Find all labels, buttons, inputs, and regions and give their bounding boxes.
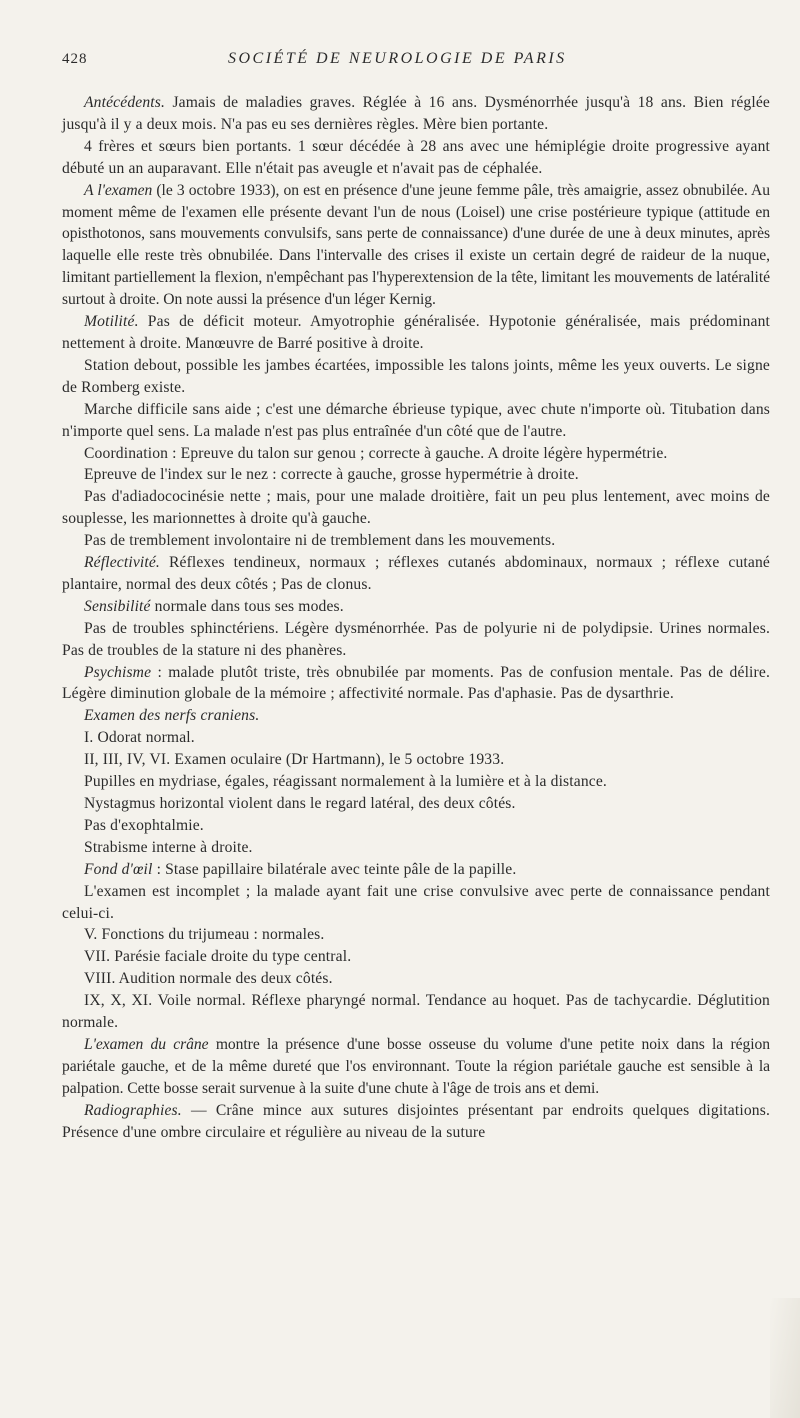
- journal-title: SOCIÉTÉ DE NEUROLOGIE DE PARIS: [228, 50, 567, 67]
- paragraph: [62, 859, 770, 881]
- paragraph: [62, 486, 770, 530]
- paragraph-text: Pas de déficit moteur. Amyotrophie généralisée. Hypotonie généralisée, mais prédominant nettement à droite. Manœuvre de Barré positive à droite.: [62, 313, 770, 352]
- paragraph-text: I. Odorat normal.: [84, 729, 195, 747]
- paragraph-text: VII. Parésie faciale droite du type central.: [84, 948, 352, 966]
- paragraph-text: Coordination : Epreuve du talon sur genou ; correcte à gauche. A droite légère hypermétrie.: [84, 444, 668, 462]
- paragraph: [62, 464, 770, 486]
- paragraph: [62, 968, 770, 990]
- paragraph-text: IX, X, XI. Voile normal. Réflexe pharyngé normal. Tendance au hoquet. Pas de tachycardie. Déglutition normale.: [62, 992, 770, 1032]
- paragraph-lead: Antécédents.: [84, 94, 166, 111]
- paragraph: [62, 837, 770, 859]
- paragraph: [62, 355, 770, 399]
- paragraph: [62, 399, 770, 443]
- paragraph-lead: L'examen du crâne: [84, 1035, 209, 1053]
- paragraph: [62, 618, 770, 662]
- paragraph: [62, 881, 770, 925]
- paragraph: [62, 443, 770, 465]
- paragraph-lead: Motilité.: [84, 313, 139, 331]
- paragraph: [62, 596, 770, 618]
- paragraph-text: normale dans tous ses modes.: [150, 597, 344, 615]
- paragraph-text: Pupilles en mydriase, égales, réagissant normalement à la lumière et à la distance.: [84, 773, 607, 791]
- paragraph-lead: Radiographies.: [84, 1101, 182, 1119]
- paragraph-text: Strabisme interne à droite.: [84, 838, 253, 856]
- paragraph: [62, 924, 770, 946]
- paragraph-lead: Examen des nerfs craniens.: [84, 707, 260, 725]
- paragraph-text: Pas de tremblement involontaire ni de tremblement dans les mouvements.: [84, 532, 556, 550]
- paragraph-text: Pas d'exophtalmie.: [84, 816, 204, 834]
- paragraph: [62, 727, 770, 749]
- paragraph-text: Jamais de maladies graves. Réglée à 16 ans. Dysménorrhée jusqu'à 18 ans. Bien réglée jusqu'à il y a deux mois. N'a pas eu ses dernières règles. Mère bien portante.: [62, 94, 770, 133]
- paragraph: [62, 946, 770, 968]
- paragraph: [62, 1100, 770, 1144]
- paragraph-text: L'examen est incomplet ; la malade ayant fait une crise convulsive avec perte de connaissance pendant celui-ci.: [62, 882, 770, 922]
- paragraph-lead: Psychisme: [84, 663, 152, 681]
- paragraph: [62, 705, 770, 727]
- paragraph: [62, 1034, 770, 1100]
- paragraph-text: Epreuve de l'index sur le nez : correcte à gauche, grosse hypermétrie à droite.: [84, 466, 579, 484]
- paragraph: [62, 136, 770, 180]
- paragraph-text: II, III, IV, VI. Examen oculaire (Dr Hartmann), le 5 octobre 1933.: [84, 751, 505, 769]
- paragraph-text: : Stase papillaire bilatérale avec teinte pâle de la papille.: [152, 860, 517, 878]
- paragraph-text: Station debout, possible les jambes écartées, impossible les talons joints, même les yeux ouverts. Le signe de Romberg existe.: [62, 356, 770, 396]
- paragraph-text: Nystagmus horizontal violent dans le regard latéral, des deux côtés.: [84, 795, 516, 812]
- paragraph-lead: Fond d'œil: [84, 860, 153, 878]
- paragraph: [62, 749, 770, 771]
- paragraph-text: Pas d'adiadococinésie nette ; mais, pour une malade droitière, fait un peu plus lentement, avec moins de souplesse, les marionnettes à droite qu'à gauche.: [62, 488, 770, 528]
- paragraph-text: (le 3 octobre 1933), on est en présence d'une jeune femme pâle, très amaigrie, assez obnubilée. Au moment même de l'examen elle présente devant l'un de nous (Loisel) une crise postérieure typique (attitude en opisthotonos, sans mouvements convulsifs, sans perte de connaissance) d'une durée de une à deux minutes, après laquelle elle reste très obnubilée. Dans l'intervalle des crises il existe un certain degré de raideur de la nuque, limitant partiellement la flexion, n'empêchant pas l'hyperextension de la tête, limitant les mouvements de latéralité surtout à droite. On note aussi la présence d'un léger Kernig.: [62, 181, 770, 309]
- body-text: [62, 92, 770, 1144]
- paragraph: [62, 815, 770, 837]
- page-shadow: [770, 1298, 800, 1418]
- paragraph-text: Marche difficile sans aide ; c'est une démarche ébrieuse typique, avec chute n'importe où. Titubation dans n'importe quel sens. La malade n'est pas plus entraînée d'un côté que de l'autre.: [62, 400, 770, 440]
- paragraph: [62, 180, 770, 311]
- paragraph-text: : malade plutôt triste, très obnubilée par moments. Pas de confusion mentale. Pas de délire. Légère diminution globale de la mémoire ; affectivité normale. Pas d'aphasie. Pas de dysarthrie.: [62, 663, 770, 703]
- paragraph-text: VIII. Audition normale des deux côtés.: [84, 970, 333, 988]
- paragraph-lead: A l'examen: [84, 181, 153, 199]
- paragraph-lead: Sensibilité: [84, 597, 151, 615]
- paragraph: [62, 990, 770, 1034]
- paragraph: [62, 771, 770, 793]
- paragraph: [62, 92, 770, 136]
- paragraph: [62, 662, 770, 706]
- paragraph-lead: Réflectivité.: [84, 554, 160, 572]
- paragraph: [62, 311, 770, 355]
- page-number: 428: [62, 51, 88, 67]
- paragraph-text: V. Fonctions du trijumeau : normales.: [84, 926, 325, 944]
- paragraph-text: Réflexes tendineux, normaux ; réflexes cutanés abdominaux, normaux ; réflexe cutané plantaire, normal des deux côtés ; Pas de clonus.: [62, 554, 770, 593]
- paragraph-text: Pas de troubles sphinctériens. Légère dysménorrhée. Pas de polyurie ni de polydipsie. Urines normales. Pas de troubles de la stature ni des phanères.: [62, 619, 770, 659]
- running-head: [62, 50, 768, 78]
- paragraph-text: montre la présence d'une bosse osseuse du volume d'une petite noix dans la région pariétale gauche, et de la même dureté que l'os environnant. Toute la région pariétale gauche est sensible à la palpation. Cette bosse serait survenue à la suite d'une chute à l'âge de trois ans et demi.: [62, 1035, 770, 1097]
- paragraph: [62, 530, 770, 552]
- paragraph: [62, 793, 770, 815]
- paragraph-text: — Crâne mince aux sutures disjointes présentant par endroits quelques digitations. Présence d'une ombre circulaire et régulière au niveau de la suture: [62, 1101, 770, 1141]
- paragraph: [62, 552, 770, 596]
- paragraph-text: 4 frères et sœurs bien portants. 1 sœur décédée à 28 ans avec une hémiplégie droite progressive ayant débuté un an auparavant. Elle n'était pas aveugle et n'avait pas de céphalée.: [62, 137, 770, 177]
